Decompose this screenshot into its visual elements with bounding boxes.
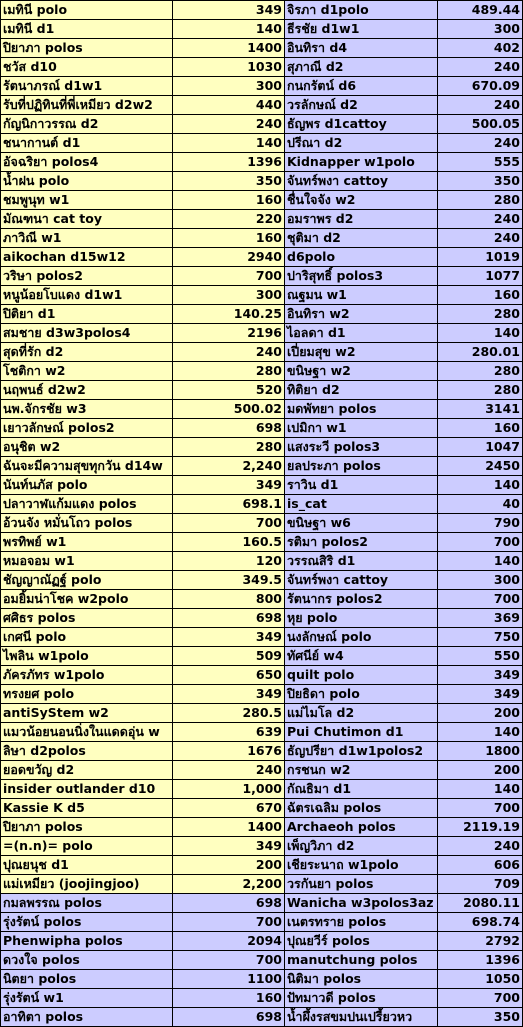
left-value-cell: 349 (173, 476, 285, 495)
right-value-cell: 550 (438, 647, 523, 666)
left-value-cell: 349 (173, 628, 285, 647)
right-name-cell: จันทร์พงา cattoy (285, 172, 438, 191)
left-value-cell: 350 (173, 172, 285, 191)
left-value-cell: 160 (173, 229, 285, 248)
right-name-cell: ขนิษฐา w2 (285, 362, 438, 381)
right-value-cell: 369 (438, 609, 523, 628)
left-value-cell: 349 (173, 837, 285, 856)
left-value-cell: 440 (173, 96, 285, 115)
table-row (1, 476, 523, 495)
left-name-cell: ปิยาภา polos (1, 818, 173, 837)
right-name-cell: ธัญปรียา d1w1polos2 (285, 742, 438, 761)
right-value-cell: 200 (438, 704, 523, 723)
left-name-cell: ปิติยา d1 (1, 305, 173, 324)
left-name-cell: หนูน้อยโบแดง d1w1 (1, 286, 173, 305)
left-name-cell: อ้วนจัง หมั่นโถว polos (1, 514, 173, 533)
left-name-cell: ลิษา d2polos (1, 742, 173, 761)
right-value-cell: 240 (438, 229, 523, 248)
right-name-cell: จิรภา d1polo (285, 1, 438, 20)
right-name-cell: ธัญพร d1cattoy (285, 115, 438, 134)
right-name-cell: เนตรทราย polos (285, 913, 438, 932)
left-value-cell: 670 (173, 799, 285, 818)
table-row (1, 666, 523, 685)
left-value-cell: 220 (173, 210, 285, 229)
table-row (1, 932, 523, 951)
left-value-cell: 700 (173, 913, 285, 932)
table-row (1, 552, 523, 571)
table-row (1, 229, 523, 248)
left-value-cell: 698 (173, 609, 285, 628)
table-row (1, 153, 523, 172)
right-value-cell: 1396 (438, 951, 523, 970)
right-value-cell: 700 (438, 590, 523, 609)
table-row (1, 381, 523, 400)
left-value-cell: 698 (173, 894, 285, 913)
table-row (1, 837, 523, 856)
left-name-cell: เกศนี polo (1, 628, 173, 647)
table-row (1, 324, 523, 343)
table-row (1, 628, 523, 647)
right-value-cell: 349 (438, 685, 523, 704)
left-value-cell: 1396 (173, 153, 285, 172)
left-value-cell: 140 (173, 20, 285, 39)
table-row (1, 438, 523, 457)
table-row (1, 799, 523, 818)
right-name-cell: ราวิน d1 (285, 476, 438, 495)
left-value-cell: 520 (173, 381, 285, 400)
left-value-cell: 300 (173, 286, 285, 305)
right-value-cell: 3141 (438, 400, 523, 419)
table-row (1, 989, 523, 1008)
right-value-cell: 700 (438, 533, 523, 552)
table-row (1, 856, 523, 875)
right-value-cell: 2080.11 (438, 894, 523, 913)
right-name-cell: Pui Chutimon d1 (285, 723, 438, 742)
right-value-cell: 698.74 (438, 913, 523, 932)
left-value-cell: 160 (173, 989, 285, 1008)
right-name-cell: เปี่ยมสุข w2 (285, 343, 438, 362)
left-value-cell: 120 (173, 552, 285, 571)
right-name-cell: ปัทมาวดี polos (285, 989, 438, 1008)
left-value-cell: 140.25 (173, 305, 285, 324)
left-name-cell: ชัญญาณัฏฐ์ polo (1, 571, 173, 590)
right-name-cell: manutchung polos (285, 951, 438, 970)
left-value-cell: 1,000 (173, 780, 285, 799)
left-value-cell: 2940 (173, 248, 285, 267)
right-value-cell: 750 (438, 628, 523, 647)
right-value-cell: 700 (438, 799, 523, 818)
right-value-cell: 350 (438, 172, 523, 191)
right-name-cell: ฉัตรเฉลิม polos (285, 799, 438, 818)
left-value-cell: 500.02 (173, 400, 285, 419)
right-name-cell: นงลักษณ์ polo (285, 628, 438, 647)
left-name-cell: รุ่งรัตน์ polos (1, 913, 173, 932)
left-name-cell: Kassie K d5 (1, 799, 173, 818)
right-value-cell: 2119.19 (438, 818, 523, 837)
right-value-cell: 555 (438, 153, 523, 172)
left-name-cell: อนุชิต w2 (1, 438, 173, 457)
right-name-cell: วรรณสิริ d1 (285, 552, 438, 571)
table-row (1, 894, 523, 913)
table-row (1, 286, 523, 305)
right-value-cell: 670.09 (438, 77, 523, 96)
left-name-cell: สมชาย d3w3polos4 (1, 324, 173, 343)
left-name-cell: ยอดขวัญ d2 (1, 761, 173, 780)
table-row (1, 58, 523, 77)
table-row (1, 761, 523, 780)
right-value-cell: 160 (438, 286, 523, 305)
left-name-cell: นิตยา polos (1, 970, 173, 989)
right-name-cell: เพ็ญวิภา d2 (285, 837, 438, 856)
left-name-cell: aikochan d15w12 (1, 248, 173, 267)
left-value-cell: 639 (173, 723, 285, 742)
left-value-cell: 140 (173, 134, 285, 153)
right-name-cell: ไอลดา d1 (285, 324, 438, 343)
right-value-cell: 280 (438, 305, 523, 324)
right-name-cell: หุย polo (285, 609, 438, 628)
table-row (1, 305, 523, 324)
left-value-cell: 1100 (173, 970, 285, 989)
right-name-cell: ปุณยวีร์ polos (285, 932, 438, 951)
left-value-cell: 698 (173, 1008, 285, 1027)
right-value-cell: 280 (438, 191, 523, 210)
left-name-cell: ดวงใจ polos (1, 951, 173, 970)
right-value-cell: 350 (438, 1008, 523, 1027)
right-value-cell: 1800 (438, 742, 523, 761)
left-value-cell: 200 (173, 856, 285, 875)
table-row (1, 1, 523, 20)
left-value-cell: 2196 (173, 324, 285, 343)
right-value-cell: 240 (438, 58, 523, 77)
left-name-cell: ทรงยศ polo (1, 685, 173, 704)
right-value-cell: 160 (438, 419, 523, 438)
left-name-cell: วริษา polos2 (1, 267, 173, 286)
left-value-cell: 349 (173, 1, 285, 20)
left-name-cell: หมอจอม w1 (1, 552, 173, 571)
right-name-cell: อินทิรา d4 (285, 39, 438, 58)
right-name-cell: วรกันยา polos (285, 875, 438, 894)
table-row (1, 191, 523, 210)
right-value-cell: 500.05 (438, 115, 523, 134)
right-value-cell: 606 (438, 856, 523, 875)
left-value-cell: 349.5 (173, 571, 285, 590)
left-name-cell: อัจฉริยา polos4 (1, 153, 173, 172)
left-value-cell: 2094 (173, 932, 285, 951)
left-value-cell: 280 (173, 362, 285, 381)
right-value-cell: 1019 (438, 248, 523, 267)
left-name-cell: ชมพูนุท w1 (1, 191, 173, 210)
table-row (1, 134, 523, 153)
right-name-cell: ยลประภา polos (285, 457, 438, 476)
left-value-cell: 1400 (173, 39, 285, 58)
table-row (1, 951, 523, 970)
right-value-cell: 240 (438, 210, 523, 229)
right-value-cell: 240 (438, 96, 523, 115)
left-name-cell: แม่เหมียว (joojingjoo) (1, 875, 173, 894)
left-name-cell: ชวัส d10 (1, 58, 173, 77)
right-name-cell: รัตนากร polos2 (285, 590, 438, 609)
right-value-cell: 280.01 (438, 343, 523, 362)
left-value-cell: 700 (173, 267, 285, 286)
left-value-cell: 650 (173, 666, 285, 685)
left-value-cell: 700 (173, 951, 285, 970)
left-name-cell: ชนากานต์ d1 (1, 134, 173, 153)
right-name-cell: Archaeoh polos (285, 818, 438, 837)
left-name-cell: นันท์นภัส polo (1, 476, 173, 495)
left-name-cell: อมยิ้มน่าโชค w2polo (1, 590, 173, 609)
left-name-cell: ศศิธร polos (1, 609, 173, 628)
table-row (1, 571, 523, 590)
right-name-cell: ณฐมน w1 (285, 286, 438, 305)
table-row (1, 39, 523, 58)
right-name-cell: ชื่นใจจัง w2 (285, 191, 438, 210)
left-name-cell: ปลาวาฬแก้มแดง polos (1, 495, 173, 514)
table-body (1, 1, 523, 1027)
table-row (1, 647, 523, 666)
right-value-cell: 709 (438, 875, 523, 894)
left-name-cell: โชติกา w2 (1, 362, 173, 381)
right-name-cell: วรลักษณ์ d2 (285, 96, 438, 115)
right-name-cell: มดพัทยา polos (285, 400, 438, 419)
left-name-cell: สุดที่รัก d2 (1, 343, 173, 362)
table-row (1, 704, 523, 723)
left-name-cell: แมวน้อยนอนนิ่งในแดดอุ่น w (1, 723, 173, 742)
table-row (1, 609, 523, 628)
right-value-cell: 700 (438, 989, 523, 1008)
table-row (1, 248, 523, 267)
left-name-cell: มัณฑนา cat toy (1, 210, 173, 229)
right-value-cell: 240 (438, 134, 523, 153)
right-name-cell: รติมา polos2 (285, 533, 438, 552)
left-name-cell: พรทิพย์ w1 (1, 533, 173, 552)
left-value-cell: 280 (173, 438, 285, 457)
left-name-cell: ปิยาภา polos (1, 39, 173, 58)
right-value-cell: 790 (438, 514, 523, 533)
right-value-cell: 140 (438, 723, 523, 742)
left-value-cell: 1400 (173, 818, 285, 837)
table-row (1, 77, 523, 96)
right-value-cell: 140 (438, 324, 523, 343)
right-name-cell: ปรีณา d2 (285, 134, 438, 153)
right-value-cell: 489.44 (438, 1, 523, 20)
table-row (1, 780, 523, 799)
left-value-cell: 280.5 (173, 704, 285, 723)
right-name-cell: แม่ไมโล d2 (285, 704, 438, 723)
left-value-cell: 2,240 (173, 457, 285, 476)
left-name-cell: อาทิตา polos (1, 1008, 173, 1027)
left-value-cell: 1676 (173, 742, 285, 761)
right-value-cell: 40 (438, 495, 523, 514)
table-row (1, 495, 523, 514)
right-name-cell: เชียระนาถ w1polo (285, 856, 438, 875)
table-row (1, 457, 523, 476)
left-value-cell: 1030 (173, 58, 285, 77)
table-row (1, 970, 523, 989)
right-value-cell: 2792 (438, 932, 523, 951)
left-name-cell: เมทินี d1 (1, 20, 173, 39)
left-value-cell: 240 (173, 343, 285, 362)
right-value-cell: 140 (438, 780, 523, 799)
right-name-cell: ธีรชัย d1w1 (285, 20, 438, 39)
left-name-cell: นฤพนธ์ d2w2 (1, 381, 173, 400)
right-value-cell: 140 (438, 476, 523, 495)
table-row (1, 362, 523, 381)
left-name-cell: นพ.จักรชัย w3 (1, 400, 173, 419)
table-row (1, 172, 523, 191)
right-value-cell: 280 (438, 362, 523, 381)
right-name-cell: d6polo (285, 248, 438, 267)
right-name-cell: สุภาณี d2 (285, 58, 438, 77)
table-row (1, 115, 523, 134)
left-name-cell: ฉันจะมีความสุขทุกวัน d14w (1, 457, 173, 476)
right-name-cell: ปาริสุทธิ์ polos3 (285, 267, 438, 286)
right-name-cell: is_cat (285, 495, 438, 514)
left-value-cell: 160.5 (173, 533, 285, 552)
right-name-cell: ทิติยา d2 (285, 381, 438, 400)
table-row (1, 96, 523, 115)
left-value-cell: 800 (173, 590, 285, 609)
right-value-cell: 2450 (438, 457, 523, 476)
table-row (1, 533, 523, 552)
left-name-cell: ภัครภัทร w1polo (1, 666, 173, 685)
right-value-cell: 300 (438, 571, 523, 590)
table-row (1, 343, 523, 362)
left-name-cell: ภาวิณี w1 (1, 229, 173, 248)
left-name-cell: เยาวลักษณ์ polos2 (1, 419, 173, 438)
table-row (1, 818, 523, 837)
left-value-cell: 160 (173, 191, 285, 210)
right-value-cell: 300 (438, 20, 523, 39)
table-row (1, 400, 523, 419)
left-name-cell: รัตนาภรณ์ d1w1 (1, 77, 173, 96)
left-name-cell: กัญนิกาวรรณ d2 (1, 115, 173, 134)
right-name-cell: น้ำผึ้งรสขมปนเปรี้ยวหว (285, 1008, 438, 1027)
right-value-cell: 140 (438, 552, 523, 571)
right-name-cell: แสงระวี polos3 (285, 438, 438, 457)
right-name-cell: ปิยธิดา polo (285, 685, 438, 704)
right-name-cell: กัณธิมา d1 (285, 780, 438, 799)
right-value-cell: 1050 (438, 970, 523, 989)
right-name-cell: อินทิรา w2 (285, 305, 438, 324)
table-row (1, 267, 523, 286)
right-value-cell: 402 (438, 39, 523, 58)
left-name-cell: น้ำฝน polo (1, 172, 173, 191)
right-value-cell: 1077 (438, 267, 523, 286)
left-name-cell: รุ่งรัตน์ w1 (1, 989, 173, 1008)
left-name-cell: กมลพรรณ polos (1, 894, 173, 913)
left-name-cell: รับที่ปฏิทินที่พี่เหมียว d2w2 (1, 96, 173, 115)
right-value-cell: 280 (438, 381, 523, 400)
table-row (1, 514, 523, 533)
table-row (1, 742, 523, 761)
left-value-cell: 2,200 (173, 875, 285, 894)
table-row (1, 913, 523, 932)
left-name-cell: ไพลิน w1polo (1, 647, 173, 666)
right-name-cell: ขนิษฐา w6 (285, 514, 438, 533)
left-name-cell: insider outlander d10 (1, 780, 173, 799)
right-name-cell: เปมิกา w1 (285, 419, 438, 438)
left-value-cell: 240 (173, 115, 285, 134)
right-value-cell: 349 (438, 666, 523, 685)
right-name-cell: กนกรัตน์ d6 (285, 77, 438, 96)
left-value-cell: 698.1 (173, 495, 285, 514)
table-row (1, 685, 523, 704)
right-name-cell: quilt polo (285, 666, 438, 685)
right-name-cell: ชุติมา d2 (285, 229, 438, 248)
right-name-cell: อมราพร d2 (285, 210, 438, 229)
left-name-cell: antiSyStem w2 (1, 704, 173, 723)
table-row (1, 419, 523, 438)
right-value-cell: 240 (438, 837, 523, 856)
right-name-cell: กรชนก w2 (285, 761, 438, 780)
table-row (1, 875, 523, 894)
right-value-cell: 1047 (438, 438, 523, 457)
right-name-cell: จันทร์พงา cattoy (285, 571, 438, 590)
table-row (1, 210, 523, 229)
table-row (1, 723, 523, 742)
left-value-cell: 509 (173, 647, 285, 666)
right-name-cell: นิติมา polos (285, 970, 438, 989)
left-name-cell: ปุณยนุช d1 (1, 856, 173, 875)
table-row (1, 20, 523, 39)
left-name-cell: =(n.n)= polo (1, 837, 173, 856)
table-row (1, 1008, 523, 1027)
left-value-cell: 349 (173, 685, 285, 704)
right-name-cell: Kidnapper w1polo (285, 153, 438, 172)
left-value-cell: 300 (173, 77, 285, 96)
left-value-cell: 700 (173, 514, 285, 533)
right-name-cell: ทัศนีย์ w4 (285, 647, 438, 666)
right-name-cell: Wanicha w3polos3az (285, 894, 438, 913)
left-value-cell: 240 (173, 761, 285, 780)
table-row (1, 590, 523, 609)
left-name-cell: เมทินี polo (1, 1, 173, 20)
left-name-cell: Phenwipha polos (1, 932, 173, 951)
left-value-cell: 698 (173, 419, 285, 438)
right-value-cell: 200 (438, 761, 523, 780)
